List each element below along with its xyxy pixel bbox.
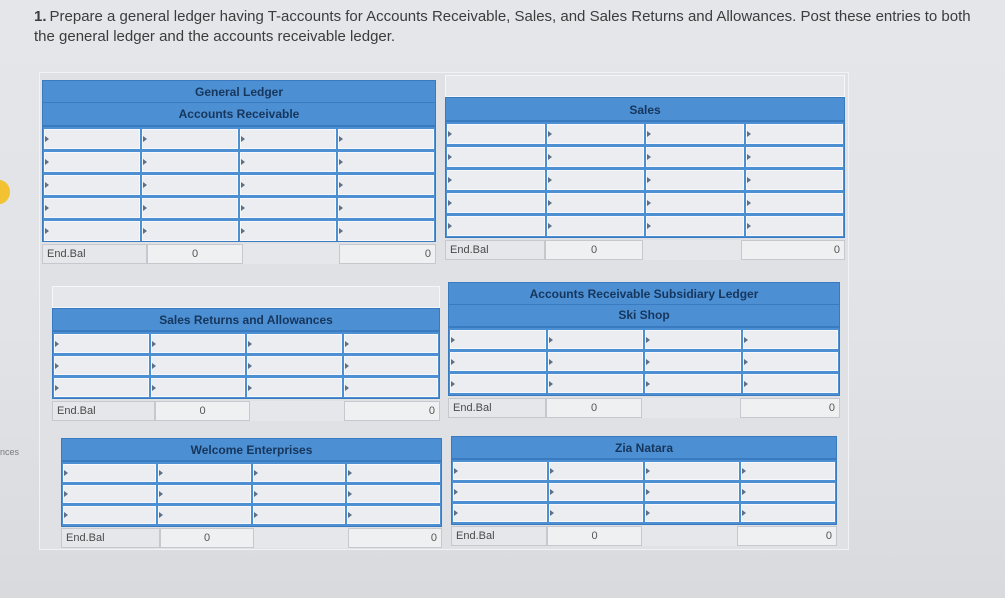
end-balance-label: End.Bal: [61, 528, 160, 548]
t-account-zia-natara: [451, 436, 837, 546]
entry-cell[interactable]: [549, 483, 643, 501]
t-account-sales-returns: [52, 286, 440, 421]
entry-cell[interactable]: [548, 374, 644, 393]
entry-cell[interactable]: [645, 483, 739, 501]
entry-cell[interactable]: [253, 485, 346, 503]
account-title: Ski Shop: [448, 304, 840, 327]
entry-cell[interactable]: [646, 170, 744, 190]
entry-cell[interactable]: [63, 464, 156, 482]
end-balance-row: [448, 398, 840, 418]
entry-cell[interactable]: [743, 330, 839, 349]
entry-cell[interactable]: [142, 198, 238, 218]
ledger-header: General Ledger: [42, 80, 436, 103]
entry-cell[interactable]: [746, 124, 844, 144]
entry-cell[interactable]: [646, 193, 744, 213]
end-balance-row: [445, 240, 845, 260]
entry-cell[interactable]: [344, 378, 439, 397]
entry-cell[interactable]: [151, 356, 246, 375]
entry-cell[interactable]: [645, 374, 741, 393]
entry-grid: [61, 461, 442, 527]
debit-total[interactable]: 0: [155, 401, 250, 421]
entry-cell[interactable]: [547, 124, 645, 144]
entry-cell[interactable]: [338, 198, 434, 218]
entry-cell[interactable]: [344, 356, 439, 375]
entry-cell[interactable]: [44, 175, 140, 195]
entry-cell[interactable]: [158, 464, 251, 482]
entry-cell[interactable]: [741, 483, 835, 501]
credit-total[interactable]: 0: [344, 401, 440, 421]
t-account-welcome-enterprises: [61, 438, 442, 548]
entry-cell[interactable]: [63, 485, 156, 503]
entry-cell[interactable]: [447, 193, 545, 213]
entry-cell[interactable]: [646, 147, 744, 167]
entry-cell[interactable]: [746, 193, 844, 213]
entry-cell[interactable]: [247, 334, 342, 353]
credit-total[interactable]: 0: [339, 244, 436, 264]
entry-cell[interactable]: [645, 352, 741, 371]
entry-grid: [448, 327, 840, 396]
credit-total[interactable]: 0: [348, 528, 442, 548]
entry-cell[interactable]: [447, 124, 545, 144]
entry-cell[interactable]: [142, 152, 238, 172]
entry-cell[interactable]: [547, 170, 645, 190]
entry-cell[interactable]: [743, 374, 839, 393]
ledger-header: Accounts Receivable Subsidiary Ledger: [448, 282, 840, 305]
entry-cell[interactable]: [743, 352, 839, 371]
entry-cell[interactable]: [253, 464, 346, 482]
entry-cell[interactable]: [63, 506, 156, 524]
entry-cell[interactable]: [347, 485, 440, 503]
entry-cell[interactable]: [347, 464, 440, 482]
debit-total[interactable]: 0: [547, 526, 642, 546]
account-title: Zia Natara: [451, 436, 837, 459]
entry-cell[interactable]: [646, 216, 744, 236]
debit-total[interactable]: 0: [147, 244, 243, 264]
entry-cell[interactable]: [247, 356, 342, 375]
entry-cell[interactable]: [44, 129, 140, 149]
entry-cell[interactable]: [240, 198, 336, 218]
entry-cell[interactable]: [645, 462, 739, 480]
entry-cell[interactable]: [453, 504, 547, 522]
ledger-worksheet: [39, 72, 849, 550]
t-account-accounts-receivable: [42, 80, 436, 264]
edge-text: nces: [0, 447, 20, 457]
entry-cell[interactable]: [549, 504, 643, 522]
entry-grid: [445, 121, 845, 238]
side-marker-icon: [0, 180, 10, 204]
entry-cell[interactable]: [548, 330, 644, 349]
entry-cell[interactable]: [44, 152, 140, 172]
entry-cell[interactable]: [645, 504, 739, 522]
end-balance-row: [42, 244, 436, 264]
t-account-sales: [445, 75, 845, 260]
entry-cell[interactable]: [253, 506, 346, 524]
entry-cell[interactable]: [44, 198, 140, 218]
entry-cell[interactable]: [151, 378, 246, 397]
entry-cell[interactable]: [240, 129, 336, 149]
entry-cell[interactable]: [447, 216, 545, 236]
entry-cell[interactable]: [549, 462, 643, 480]
entry-cell[interactable]: [54, 378, 149, 397]
entry-cell[interactable]: [746, 170, 844, 190]
entry-cell[interactable]: [645, 330, 741, 349]
entry-cell[interactable]: [338, 175, 434, 195]
question-body: Prepare a general ledger having T-accounts for Accounts Receivable, Sales, and Sales Returns and Allowances. Post these entries to both the general ledger and the accounts receivable ledger.: [34, 8, 971, 45]
entry-cell[interactable]: [142, 175, 238, 195]
entry-cell[interactable]: [548, 352, 644, 371]
entry-cell[interactable]: [338, 221, 434, 241]
entry-cell[interactable]: [347, 506, 440, 524]
entry-cell[interactable]: [247, 378, 342, 397]
entry-cell[interactable]: [338, 152, 434, 172]
question-text: [34, 7, 984, 47]
entry-cell[interactable]: [158, 506, 251, 524]
end-balance-label: End.Bal: [42, 244, 147, 264]
entry-cell[interactable]: [142, 129, 238, 149]
credit-total[interactable]: 0: [741, 240, 845, 260]
entry-cell[interactable]: [453, 483, 547, 501]
end-balance-row: [52, 401, 440, 421]
debit-total[interactable]: 0: [545, 240, 643, 260]
entry-grid: [52, 331, 440, 399]
entry-cell[interactable]: [453, 462, 547, 480]
entry-cell[interactable]: [447, 147, 545, 167]
entry-cell[interactable]: [547, 147, 645, 167]
credit-total[interactable]: 0: [740, 398, 840, 418]
entry-cell[interactable]: [338, 129, 434, 149]
account-title: Sales Returns and Allowances: [52, 308, 440, 331]
account-title: Accounts Receivable: [42, 102, 436, 126]
end-balance-label: End.Bal: [451, 526, 547, 546]
account-title: Sales: [445, 97, 845, 121]
entry-cell[interactable]: [547, 216, 645, 236]
entry-cell[interactable]: [547, 193, 645, 213]
entry-cell[interactable]: [450, 352, 546, 371]
entry-cell[interactable]: [741, 504, 835, 522]
entry-cell[interactable]: [746, 147, 844, 167]
entry-cell[interactable]: [240, 152, 336, 172]
entry-grid: [42, 126, 436, 242]
entry-cell[interactable]: [240, 221, 336, 241]
entry-cell[interactable]: [54, 334, 149, 353]
question-number: 1.: [34, 8, 47, 25]
credit-total[interactable]: 0: [737, 526, 837, 546]
end-balance-row: [451, 526, 837, 546]
entry-grid: [451, 459, 837, 525]
entry-cell[interactable]: [741, 462, 835, 480]
account-title: Welcome Enterprises: [61, 438, 442, 461]
debit-total[interactable]: 0: [160, 528, 254, 548]
entry-cell[interactable]: [158, 485, 251, 503]
entry-cell[interactable]: [646, 124, 744, 144]
end-balance-label: End.Bal: [445, 240, 545, 260]
end-balance-row: [61, 528, 442, 548]
end-balance-label: End.Bal: [448, 398, 546, 418]
entry-cell[interactable]: [450, 374, 546, 393]
entry-cell[interactable]: [54, 356, 149, 375]
end-balance-label: End.Bal: [52, 401, 155, 421]
entry-cell[interactable]: [447, 170, 545, 190]
entry-cell[interactable]: [142, 221, 238, 241]
entry-cell[interactable]: [44, 221, 140, 241]
entry-cell[interactable]: [151, 334, 246, 353]
entry-cell[interactable]: [344, 334, 439, 353]
entry-cell[interactable]: [450, 330, 546, 349]
entry-cell[interactable]: [240, 175, 336, 195]
debit-total[interactable]: 0: [546, 398, 642, 418]
t-account-ski-shop: [448, 282, 840, 418]
entry-cell[interactable]: [746, 216, 844, 236]
